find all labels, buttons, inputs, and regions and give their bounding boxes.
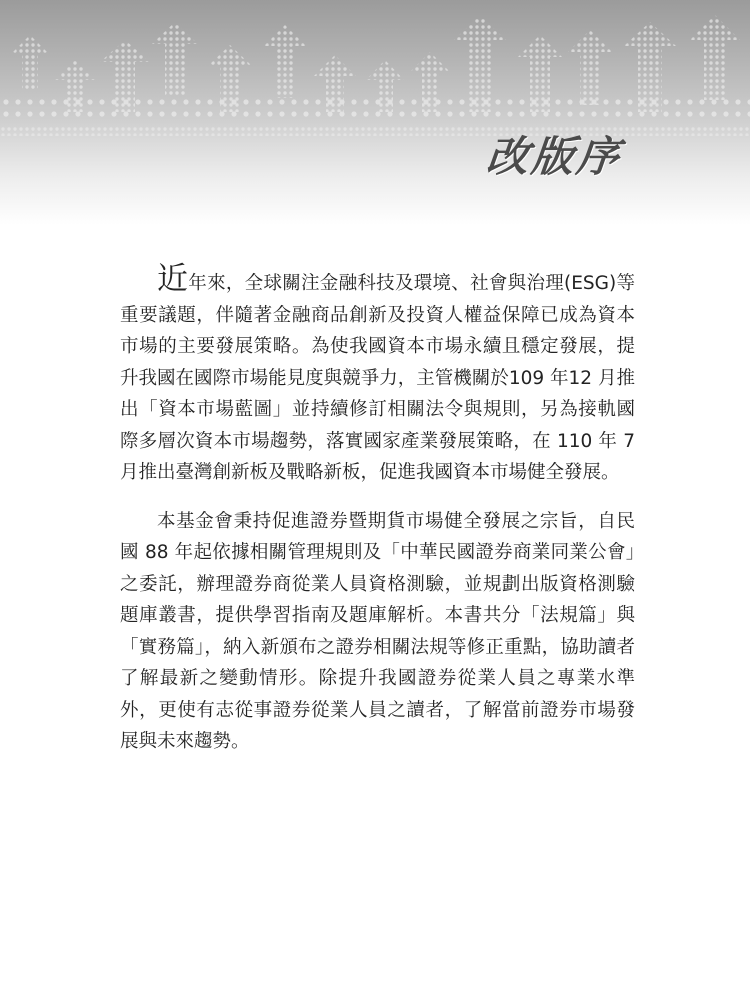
paragraph-1-text: 年來，全球關注金融科技及環境、社會與治理(ESG)等重要議題，伴隨著金融商品創新及投資人權益保障已成為資本市場的主要發展策略。為使我國資本市場永續且穩定發展，提升我國在國際市場能見度與競爭力，主管機關於109 年12 月推出「資本市場藍圖」並持續修訂相關法令與規則，另為接軌國際多層次資本市場趨勢，落實國家產業發展策略，在 110 年 7 月推出臺灣創新板及戰略新板，促進我國資本市場健全發展。	[120, 273, 635, 483]
dropcap: 近	[157, 261, 189, 297]
rising-arrows-icon	[0, 0, 750, 225]
paragraph-2: 本基金會秉持促進證券暨期貨市場健全發展之宗旨，自民國 88 年起依據相關管理規則及「中華民國證券商業同業公會」之委託，辦理證券商從業人員資格測驗，並規劃出版資格測驗題庫叢書，提供學習指南及題庫解析。本書共分「法規篇」與「實務篇」，納入新頒布之證券相關法規等修正重點，協助讀者了解最新之變動情形。除提升我國證券從業人員之專業水準外，更使有志從事證券從業人員之讀者，了解當前證券市場發展與未來趨勢。	[120, 510, 635, 752]
paragraph-1	[120, 261, 635, 489]
header-banner	[0, 0, 750, 225]
page-title: 改版序	[484, 132, 625, 181]
preface-body	[120, 261, 635, 758]
